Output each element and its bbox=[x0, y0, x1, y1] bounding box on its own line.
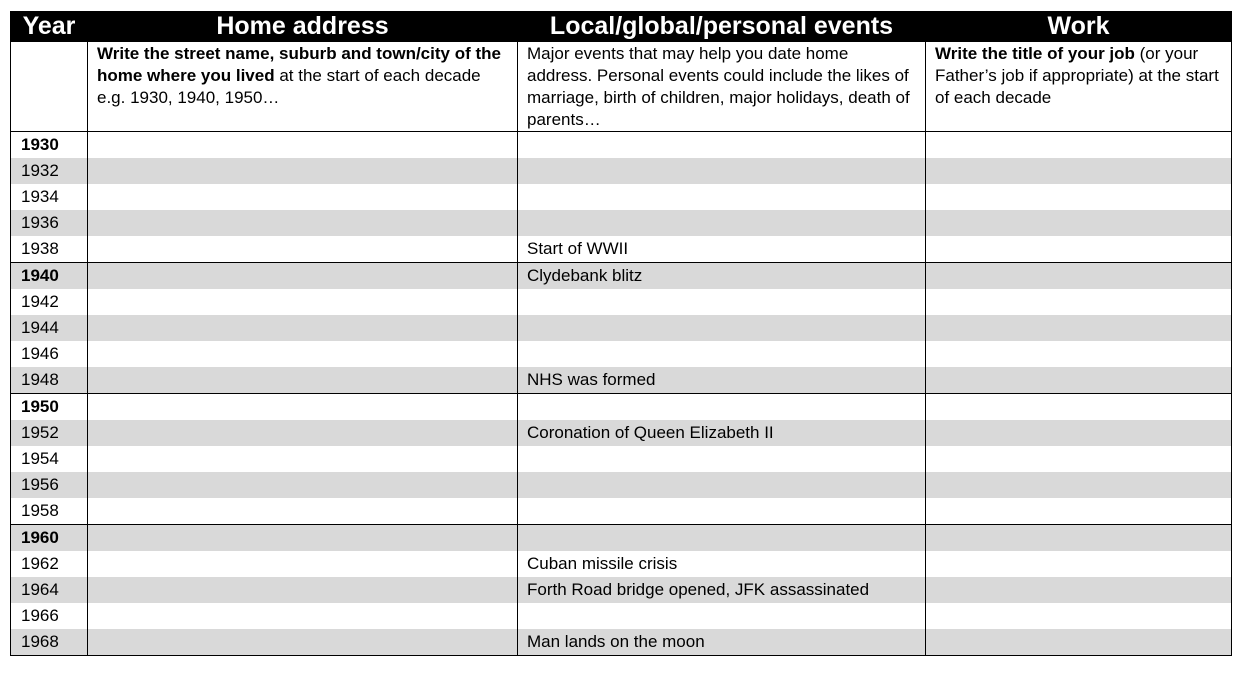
work-cell[interactable] bbox=[926, 315, 1232, 341]
work-cell[interactable] bbox=[926, 603, 1232, 629]
year-cell: 1964 bbox=[11, 577, 88, 603]
events-column-header: Local/global/personal events bbox=[518, 12, 926, 42]
home-address-cell[interactable] bbox=[88, 367, 518, 394]
year-cell: 1952 bbox=[11, 420, 88, 446]
home-address-cell[interactable] bbox=[88, 629, 518, 656]
work-cell[interactable] bbox=[926, 184, 1232, 210]
table-row bbox=[11, 289, 1232, 315]
table-row bbox=[11, 236, 1232, 263]
event-cell bbox=[518, 315, 926, 341]
table-row bbox=[11, 367, 1232, 394]
event-cell: Man lands on the moon bbox=[518, 629, 926, 656]
event-cell bbox=[518, 132, 926, 159]
year-cell: 1958 bbox=[11, 498, 88, 525]
table-row bbox=[11, 498, 1232, 525]
year-cell: 1954 bbox=[11, 446, 88, 472]
home-address-cell[interactable] bbox=[88, 184, 518, 210]
year-cell: 1944 bbox=[11, 315, 88, 341]
timeline-table bbox=[10, 11, 1232, 656]
home-address-cell[interactable] bbox=[88, 498, 518, 525]
home-address-cell[interactable] bbox=[88, 315, 518, 341]
table-row bbox=[11, 184, 1232, 210]
event-cell: Cuban missile crisis bbox=[518, 551, 926, 577]
home-address-column-header: Home address bbox=[88, 12, 518, 42]
work-instruction-text: (or your Father’s job if appropriate) at the start of each decade bbox=[935, 44, 1219, 107]
year-cell: 1966 bbox=[11, 603, 88, 629]
instructions-row bbox=[11, 42, 1232, 132]
work-cell[interactable] bbox=[926, 420, 1232, 446]
work-cell[interactable] bbox=[926, 577, 1232, 603]
event-cell: Start of WWII bbox=[518, 236, 926, 263]
year-cell: 1968 bbox=[11, 629, 88, 656]
event-cell bbox=[518, 210, 926, 236]
table-row bbox=[11, 525, 1232, 552]
work-cell[interactable] bbox=[926, 394, 1232, 421]
year-cell: 1946 bbox=[11, 341, 88, 367]
home-address-cell[interactable] bbox=[88, 158, 518, 184]
table-row bbox=[11, 551, 1232, 577]
year-cell: 1936 bbox=[11, 210, 88, 236]
home-address-cell[interactable] bbox=[88, 603, 518, 629]
event-cell bbox=[518, 184, 926, 210]
event-cell bbox=[518, 289, 926, 315]
table-row bbox=[11, 472, 1232, 498]
work-cell[interactable] bbox=[926, 158, 1232, 184]
year-cell: 1934 bbox=[11, 184, 88, 210]
home-address-cell[interactable] bbox=[88, 420, 518, 446]
work-cell[interactable] bbox=[926, 446, 1232, 472]
home-address-cell[interactable] bbox=[88, 525, 518, 552]
event-cell bbox=[518, 603, 926, 629]
work-cell[interactable] bbox=[926, 472, 1232, 498]
home-address-cell[interactable] bbox=[88, 446, 518, 472]
home-address-cell[interactable] bbox=[88, 472, 518, 498]
work-cell[interactable] bbox=[926, 210, 1232, 236]
year-cell: 1932 bbox=[11, 158, 88, 184]
work-column-header: Work bbox=[926, 12, 1232, 42]
year-cell: 1950 bbox=[11, 394, 88, 421]
year-cell: 1962 bbox=[11, 551, 88, 577]
event-cell bbox=[518, 446, 926, 472]
event-cell bbox=[518, 498, 926, 525]
event-cell bbox=[518, 472, 926, 498]
work-cell[interactable] bbox=[926, 551, 1232, 577]
event-cell: Forth Road bridge opened, JFK assassinated bbox=[518, 577, 926, 603]
year-cell: 1940 bbox=[11, 263, 88, 290]
work-cell[interactable] bbox=[926, 525, 1232, 552]
event-cell bbox=[518, 341, 926, 367]
work-cell[interactable] bbox=[926, 236, 1232, 263]
home-instruction-text: at the start of each decade e.g. 1930, 1940, 1950… bbox=[97, 66, 481, 107]
table-row bbox=[11, 210, 1232, 236]
table-row bbox=[11, 629, 1232, 656]
event-cell: NHS was formed bbox=[518, 367, 926, 394]
home-address-cell[interactable] bbox=[88, 394, 518, 421]
timeline-worksheet bbox=[10, 11, 1231, 656]
year-cell: 1942 bbox=[11, 289, 88, 315]
year-cell: 1930 bbox=[11, 132, 88, 159]
event-cell bbox=[518, 525, 926, 552]
year-cell: 1938 bbox=[11, 236, 88, 263]
work-instruction-bold: Write the title of your job bbox=[935, 44, 1135, 63]
events-instructions: Major events that may help you date home address. Personal events could include the likes of marriage, birth of children, major holidays, death of parents… bbox=[518, 42, 926, 132]
work-cell[interactable] bbox=[926, 498, 1232, 525]
event-cell: Clydebank blitz bbox=[518, 263, 926, 290]
table-row bbox=[11, 394, 1232, 421]
table-row bbox=[11, 577, 1232, 603]
event-cell: Coronation of Queen Elizabeth II bbox=[518, 420, 926, 446]
work-cell[interactable] bbox=[926, 263, 1232, 290]
work-cell[interactable] bbox=[926, 367, 1232, 394]
year-cell: 1960 bbox=[11, 525, 88, 552]
home-address-cell[interactable] bbox=[88, 210, 518, 236]
table-row bbox=[11, 341, 1232, 367]
year-instruction-cell bbox=[11, 42, 88, 132]
header-row bbox=[11, 12, 1232, 42]
home-address-cell[interactable] bbox=[88, 551, 518, 577]
event-cell bbox=[518, 158, 926, 184]
table-row bbox=[11, 263, 1232, 290]
table-row bbox=[11, 420, 1232, 446]
work-cell[interactable] bbox=[926, 289, 1232, 315]
table-row bbox=[11, 446, 1232, 472]
table-row bbox=[11, 132, 1232, 159]
year-cell: 1948 bbox=[11, 367, 88, 394]
home-instruction-bold: Write the street name, suburb and town/city of the home where you lived bbox=[97, 44, 501, 85]
home-address-cell[interactable] bbox=[88, 132, 518, 159]
table-row bbox=[11, 315, 1232, 341]
home-address-cell[interactable] bbox=[88, 577, 518, 603]
home-address-cell[interactable] bbox=[88, 263, 518, 290]
home-address-cell[interactable] bbox=[88, 289, 518, 315]
work-cell[interactable] bbox=[926, 341, 1232, 367]
event-cell bbox=[518, 394, 926, 421]
year-cell: 1956 bbox=[11, 472, 88, 498]
work-cell[interactable] bbox=[926, 629, 1232, 656]
year-column-header: Year bbox=[11, 12, 88, 42]
home-address-instructions bbox=[88, 42, 518, 132]
work-instructions bbox=[926, 42, 1232, 132]
home-address-cell[interactable] bbox=[88, 236, 518, 263]
home-address-cell[interactable] bbox=[88, 341, 518, 367]
work-cell[interactable] bbox=[926, 132, 1232, 159]
table-row bbox=[11, 158, 1232, 184]
table-row bbox=[11, 603, 1232, 629]
